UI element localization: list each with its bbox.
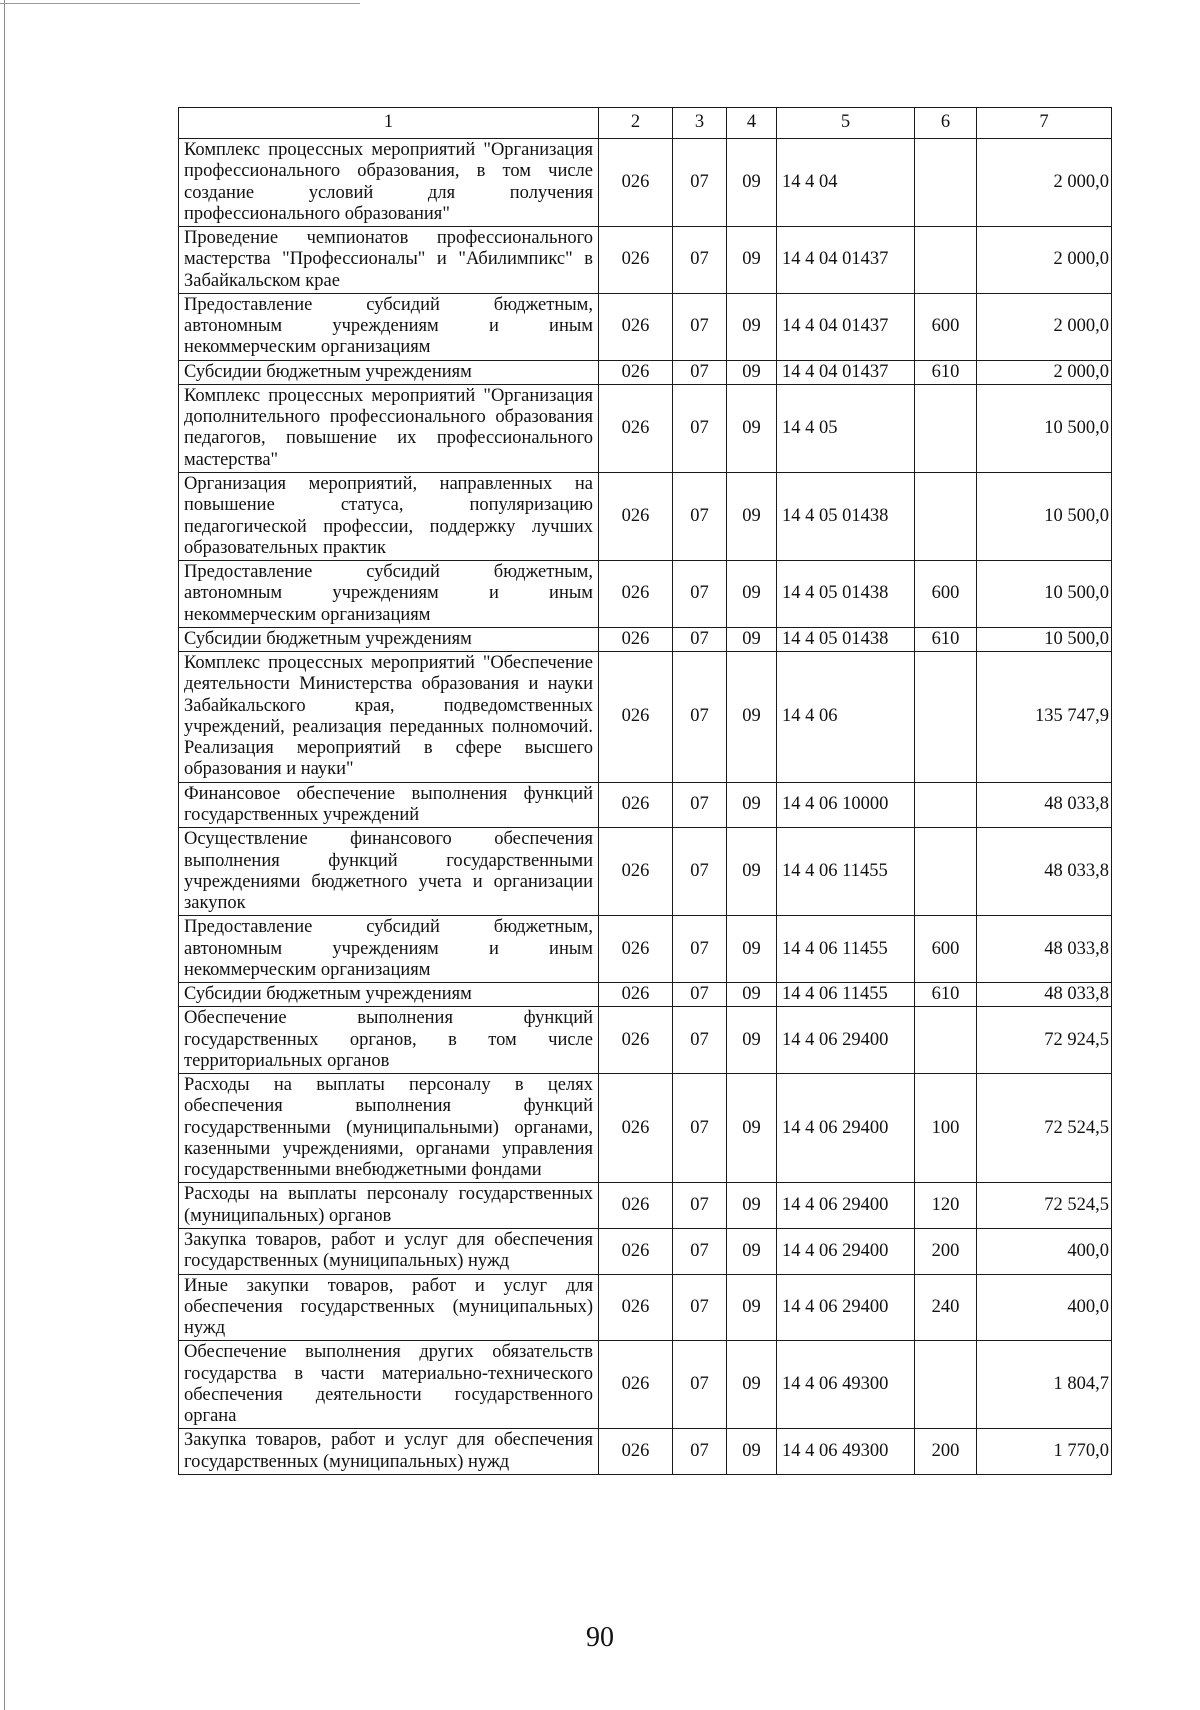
table-row xyxy=(179,227,1112,294)
table-row xyxy=(179,384,1112,472)
section-code-cell: 07 xyxy=(673,1183,727,1229)
table-row xyxy=(179,1341,1112,1429)
page-scan-edge-top xyxy=(0,3,360,4)
section-code-cell: 07 xyxy=(673,983,727,1007)
section-code-cell: 07 xyxy=(673,1074,727,1183)
expense-name-cell: Финансовое обеспечение выполнения функций государственных учреждений xyxy=(179,782,599,828)
column-header: 7 xyxy=(977,108,1112,139)
table-row xyxy=(179,1007,1112,1074)
subsection-code-cell: 09 xyxy=(727,360,777,384)
expense-name-cell: Комплекс процессных мероприятий "Организация дополнительного профессионального образования педагогов, повышение их профессионального мастерства" xyxy=(179,384,599,472)
amount-cell: 2 000,0 xyxy=(977,360,1112,384)
expense-name-cell: Комплекс процессных мероприятий "Обеспечение деятельности Министерства образования и науки Забайкальского края, подведомственных учреждений, реализация переданных полномочий. Реализация мероприятий в сфере высшего образования и науки" xyxy=(179,652,599,783)
target-article-cell: 14 4 05 xyxy=(777,384,915,472)
expense-type-cell xyxy=(915,1341,977,1429)
grbs-code-cell: 026 xyxy=(599,139,673,227)
subsection-code-cell: 09 xyxy=(727,983,777,1007)
expense-name-cell: Проведение чемпионатов профессионального мастерства "Профессионалы" и "Абилимпикс" в Забайкальском крае xyxy=(179,227,599,294)
grbs-code-cell: 026 xyxy=(599,472,673,560)
grbs-code-cell: 026 xyxy=(599,1429,673,1475)
target-article-cell: 14 4 06 11455 xyxy=(777,916,915,983)
subsection-code-cell: 09 xyxy=(727,1341,777,1429)
expense-name-cell: Закупка товаров, работ и услуг для обеспечения государственных (муниципальных) нужд xyxy=(179,1429,599,1475)
amount-cell: 72 924,5 xyxy=(977,1007,1112,1074)
subsection-code-cell: 09 xyxy=(727,561,777,628)
amount-cell: 10 500,0 xyxy=(977,384,1112,472)
subsection-code-cell: 09 xyxy=(727,472,777,560)
expense-name-cell: Комплекс процессных мероприятий "Организация профессионального образования, в том числе создание условий для получения профессионального образования" xyxy=(179,139,599,227)
section-code-cell: 07 xyxy=(673,1229,727,1275)
expense-name-cell: Организация мероприятий, направленных на повышение статуса, популяризацию педагогической профессии, поддержку лучших образовательных практик xyxy=(179,472,599,560)
section-code-cell: 07 xyxy=(673,227,727,294)
subsection-code-cell: 09 xyxy=(727,1007,777,1074)
subsection-code-cell: 09 xyxy=(727,227,777,294)
amount-cell: 400,0 xyxy=(977,1274,1112,1341)
amount-cell: 10 500,0 xyxy=(977,472,1112,560)
expense-name-cell: Иные закупки товаров, работ и услуг для обеспечения государственных (муниципальных) нужд xyxy=(179,1274,599,1341)
amount-cell: 48 033,8 xyxy=(977,782,1112,828)
amount-cell: 1 804,7 xyxy=(977,1341,1112,1429)
expense-name-cell: Предоставление субсидий бюджетным, автономным учреждениям и иным некоммерческим организациям xyxy=(179,293,599,360)
table-row xyxy=(179,1429,1112,1475)
expense-type-cell xyxy=(915,227,977,294)
grbs-code-cell: 026 xyxy=(599,652,673,783)
expense-type-cell: 600 xyxy=(915,293,977,360)
expense-name-cell: Обеспечение выполнения других обязательств государства в части материально-технического обеспечения деятельности государственного органа xyxy=(179,1341,599,1429)
grbs-code-cell: 026 xyxy=(599,627,673,651)
subsection-code-cell: 09 xyxy=(727,782,777,828)
section-code-cell: 07 xyxy=(673,828,727,916)
expense-name-cell: Осуществление финансового обеспечения выполнения функций государственными учреждениями бюджетного учета и организации закупок xyxy=(179,828,599,916)
target-article-cell: 14 4 06 29400 xyxy=(777,1229,915,1275)
expense-name-cell: Субсидии бюджетным учреждениям xyxy=(179,983,599,1007)
expense-type-cell xyxy=(915,782,977,828)
expense-type-cell xyxy=(915,384,977,472)
table-row xyxy=(179,360,1112,384)
column-header: 3 xyxy=(673,108,727,139)
subsection-code-cell: 09 xyxy=(727,384,777,472)
grbs-code-cell: 026 xyxy=(599,293,673,360)
column-header: 5 xyxy=(777,108,915,139)
grbs-code-cell: 026 xyxy=(599,384,673,472)
amount-cell: 1 770,0 xyxy=(977,1429,1112,1475)
expense-type-cell: 600 xyxy=(915,561,977,628)
expense-name-cell: Закупка товаров, работ и услуг для обеспечения государственных (муниципальных) нужд xyxy=(179,1229,599,1275)
expense-type-cell: 200 xyxy=(915,1229,977,1275)
section-code-cell: 07 xyxy=(673,1274,727,1341)
target-article-cell: 14 4 06 29400 xyxy=(777,1007,915,1074)
target-article-cell: 14 4 06 11455 xyxy=(777,828,915,916)
section-code-cell: 07 xyxy=(673,384,727,472)
expense-name-cell: Предоставление субсидий бюджетным, автономным учреждениям и иным некоммерческим организациям xyxy=(179,916,599,983)
section-code-cell: 07 xyxy=(673,627,727,651)
expense-type-cell: 200 xyxy=(915,1429,977,1475)
table-row xyxy=(179,293,1112,360)
table-row xyxy=(179,561,1112,628)
subsection-code-cell: 09 xyxy=(727,1229,777,1275)
expense-type-cell xyxy=(915,139,977,227)
expense-type-cell: 610 xyxy=(915,360,977,384)
grbs-code-cell: 026 xyxy=(599,916,673,983)
target-article-cell: 14 4 06 10000 xyxy=(777,782,915,828)
grbs-code-cell: 026 xyxy=(599,1183,673,1229)
table-row xyxy=(179,1183,1112,1229)
amount-cell: 135 747,9 xyxy=(977,652,1112,783)
target-article-cell: 14 4 04 xyxy=(777,139,915,227)
grbs-code-cell: 026 xyxy=(599,1229,673,1275)
subsection-code-cell: 09 xyxy=(727,916,777,983)
table-row xyxy=(179,627,1112,651)
table-row xyxy=(179,472,1112,560)
grbs-code-cell: 026 xyxy=(599,227,673,294)
table-row xyxy=(179,1274,1112,1341)
expense-name-cell: Расходы на выплаты персоналу в целях обеспечения выполнения функций государственными (муниципальными) органами, казенными учреждениями, органами управления государственными внебюджетными фондами xyxy=(179,1074,599,1183)
amount-cell: 2 000,0 xyxy=(977,227,1112,294)
page-number: 90 xyxy=(586,1622,614,1653)
target-article-cell: 14 4 05 01438 xyxy=(777,472,915,560)
expense-type-cell xyxy=(915,472,977,560)
target-article-cell: 14 4 06 29400 xyxy=(777,1274,915,1341)
expense-type-cell xyxy=(915,1007,977,1074)
section-code-cell: 07 xyxy=(673,652,727,783)
table-row xyxy=(179,983,1112,1007)
target-article-cell: 14 4 04 01437 xyxy=(777,227,915,294)
section-code-cell: 07 xyxy=(673,561,727,628)
grbs-code-cell: 026 xyxy=(599,561,673,628)
section-code-cell: 07 xyxy=(673,782,727,828)
page-scan-edge xyxy=(4,0,5,1710)
grbs-code-cell: 026 xyxy=(599,360,673,384)
expense-type-cell: 120 xyxy=(915,1183,977,1229)
section-code-cell: 07 xyxy=(673,472,727,560)
amount-cell: 72 524,5 xyxy=(977,1183,1112,1229)
column-header: 1 xyxy=(179,108,599,139)
column-header: 6 xyxy=(915,108,977,139)
amount-cell: 72 524,5 xyxy=(977,1074,1112,1183)
section-code-cell: 07 xyxy=(673,293,727,360)
expense-name-cell: Расходы на выплаты персоналу государственных (муниципальных) органов xyxy=(179,1183,599,1229)
target-article-cell: 14 4 06 29400 xyxy=(777,1183,915,1229)
subsection-code-cell: 09 xyxy=(727,293,777,360)
table-row xyxy=(179,1229,1112,1275)
grbs-code-cell: 026 xyxy=(599,782,673,828)
grbs-code-cell: 026 xyxy=(599,983,673,1007)
expense-name-cell: Предоставление субсидий бюджетным, автономным учреждениям и иным некоммерческим организациям xyxy=(179,561,599,628)
amount-cell: 10 500,0 xyxy=(977,627,1112,651)
amount-cell: 48 033,8 xyxy=(977,828,1112,916)
target-article-cell: 14 4 05 01438 xyxy=(777,561,915,628)
target-article-cell: 14 4 06 11455 xyxy=(777,983,915,1007)
expense-name-cell: Субсидии бюджетным учреждениям xyxy=(179,360,599,384)
amount-cell: 48 033,8 xyxy=(977,916,1112,983)
section-code-cell: 07 xyxy=(673,1429,727,1475)
subsection-code-cell: 09 xyxy=(727,1274,777,1341)
expense-type-cell: 240 xyxy=(915,1274,977,1341)
target-article-cell: 14 4 06 49300 xyxy=(777,1341,915,1429)
column-header: 4 xyxy=(727,108,777,139)
table-row xyxy=(179,782,1112,828)
amount-cell: 2 000,0 xyxy=(977,139,1112,227)
target-article-cell: 14 4 06 29400 xyxy=(777,1074,915,1183)
target-article-cell: 14 4 04 01437 xyxy=(777,293,915,360)
expense-type-cell: 600 xyxy=(915,916,977,983)
amount-cell: 10 500,0 xyxy=(977,561,1112,628)
expense-name-cell: Субсидии бюджетным учреждениям xyxy=(179,627,599,651)
section-code-cell: 07 xyxy=(673,139,727,227)
budget-table xyxy=(178,107,1112,1475)
expense-type-cell: 610 xyxy=(915,983,977,1007)
grbs-code-cell: 026 xyxy=(599,1274,673,1341)
subsection-code-cell: 09 xyxy=(727,828,777,916)
amount-cell: 48 033,8 xyxy=(977,983,1112,1007)
column-header: 2 xyxy=(599,108,673,139)
grbs-code-cell: 026 xyxy=(599,828,673,916)
table-row xyxy=(179,652,1112,783)
expense-type-cell: 100 xyxy=(915,1074,977,1183)
subsection-code-cell: 09 xyxy=(727,1429,777,1475)
expense-type-cell xyxy=(915,652,977,783)
expense-name-cell: Обеспечение выполнения функций государственных органов, в том числе территориальных органов xyxy=(179,1007,599,1074)
expense-type-cell: 610 xyxy=(915,627,977,651)
amount-cell: 400,0 xyxy=(977,1229,1112,1275)
section-code-cell: 07 xyxy=(673,916,727,983)
grbs-code-cell: 026 xyxy=(599,1007,673,1074)
subsection-code-cell: 09 xyxy=(727,1074,777,1183)
table-row xyxy=(179,139,1112,227)
table-header-row xyxy=(179,108,1112,139)
subsection-code-cell: 09 xyxy=(727,652,777,783)
subsection-code-cell: 09 xyxy=(727,139,777,227)
subsection-code-cell: 09 xyxy=(727,627,777,651)
table-row xyxy=(179,1074,1112,1183)
section-code-cell: 07 xyxy=(673,1007,727,1074)
target-article-cell: 14 4 06 xyxy=(777,652,915,783)
table-row xyxy=(179,828,1112,916)
table-row xyxy=(179,916,1112,983)
amount-cell: 2 000,0 xyxy=(977,293,1112,360)
target-article-cell: 14 4 05 01438 xyxy=(777,627,915,651)
target-article-cell: 14 4 04 01437 xyxy=(777,360,915,384)
section-code-cell: 07 xyxy=(673,360,727,384)
grbs-code-cell: 026 xyxy=(599,1074,673,1183)
subsection-code-cell: 09 xyxy=(727,1183,777,1229)
section-code-cell: 07 xyxy=(673,1341,727,1429)
expense-type-cell xyxy=(915,828,977,916)
target-article-cell: 14 4 06 49300 xyxy=(777,1429,915,1475)
grbs-code-cell: 026 xyxy=(599,1341,673,1429)
